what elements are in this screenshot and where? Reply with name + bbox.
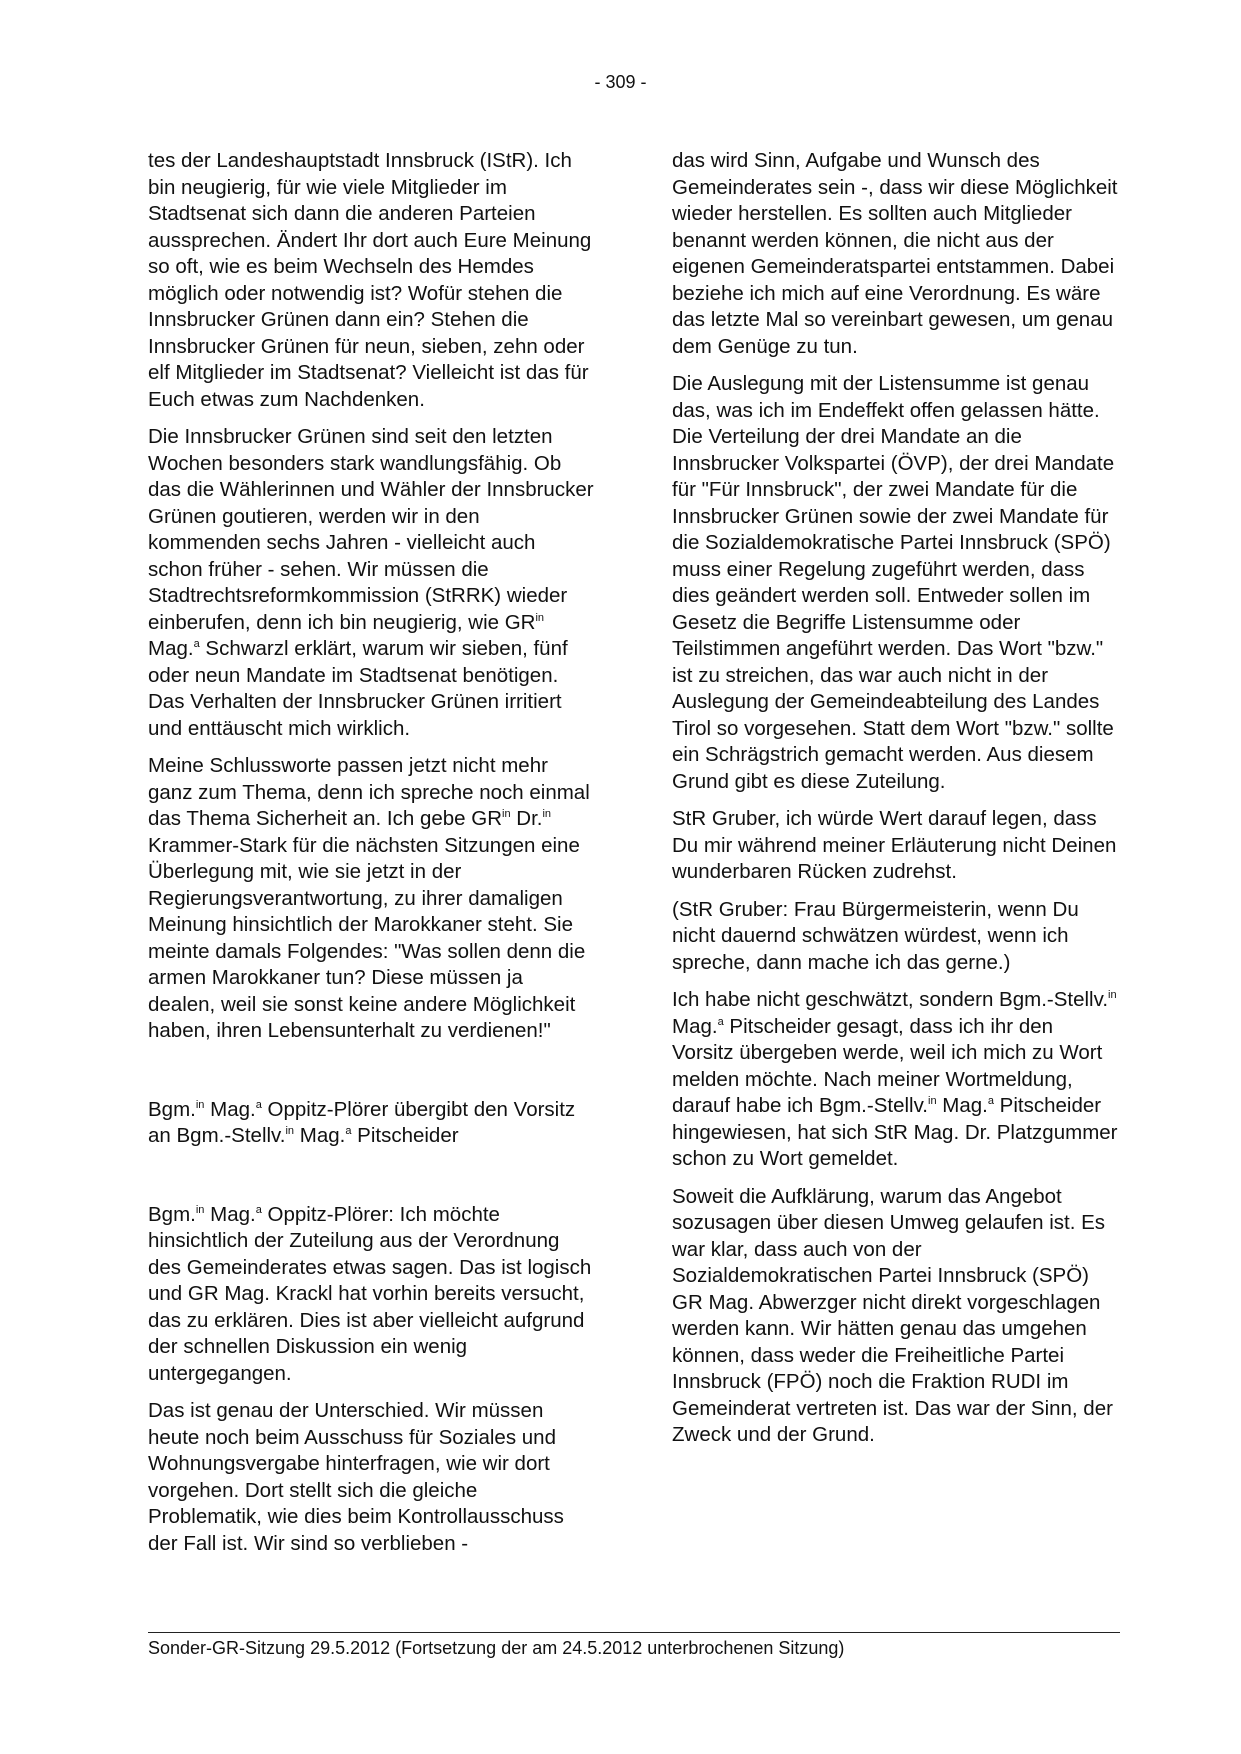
- left-column: [148, 148, 595, 1568]
- paragraph: Ich habe nicht geschwätzt, sondern Bgm.-Stellv.$^{in}$ Mag.$^a$ Pitscheider gesagt, dass ich ihr den Vorsitz übergeben werde, weil ich mich zu Wort melden möchte. Nach meiner Wortmeldung, darauf habe ich Bgm.-Stellv.$^{in}$ Mag.$^a$ Pitscheider hingewiesen, hat sich StR Mag. Dr. Platzgummer schon zu Wort gemeldet.: [672, 988, 1118, 1170]
- paragraph: Soweit die Aufklärung, warum das Angebot sozusagen über diesen Umweg gelaufen ist. Es war klar, dass auch von der Sozialdemokratischen Partei Innsbruck (SPÖ) GR Mag. Abwerzger nicht direkt vorgeschlagen werden kann. Wir hätten genau das umgehen können, dass weder die Freiheitliche Partei Innsbruck (FPÖ) noch die Fraktion RUDI im Gemeinderat vertreten ist. Das war der Sinn, der Zweck und der Grund.: [672, 1184, 1113, 1446]
- paragraph: StR Gruber, ich würde Wert darauf legen, dass Du mir während meiner Erläuterung nicht Deinen wunderbaren Rücken zudrehst.: [672, 807, 1117, 883]
- page-number: - 309 -: [594, 72, 647, 92]
- footer-text: Sonder-GR-Sitzung 29.5.2012 (Fortsetzung der am 24.5.2012 unterbrochenen Sitzung): [148, 1638, 845, 1658]
- paragraph: das wird Sinn, Aufgabe und Wunsch des Gemeinderates sein -, dass wir diese Möglichkeit wieder herstellen. Es sollten auch Mitglieder benannt werden können, die nicht aus der eigenen Gemeinderatspartei entstammen. Dabei beziehe ich mich auf eine Verordnung. Es wäre das letzte Mal so vereinbart gewesen, um genau dem Genüge zu tun.: [672, 149, 1118, 358]
- chair-handover-statement: Bgm.$^{in}$ Mag.$^a$ Oppitz-Plörer übergibt den Vorsitz an Bgm.-Stellv.$^{in}$ Mag.$^a$ Pitscheider: [148, 1097, 576, 1147]
- right-column: [672, 148, 1119, 1460]
- paragraph: Die Innsbrucker Grünen sind seit den letzten Wochen besonders stark wandlungsfähig. Ob das die Wählerinnen und Wähler der Innsbrucker Grünen goutieren, werden wir in den kommenden sechs Jahren - vielleicht auch schon früher - sehen. Wir müssen die Stadtrechtsreformkommission (StRRK) wieder einberufen, denn ich bin neugierig, wie $GR^{in}$ Mag.$^a$ Schwarzl erklärt, warum wir sieben, fünf oder neun Mandate im Stadtsenat benötigen. Das Verhalten der Innsbrucker Grünen irritiert und enttäuscht mich wirklich.: [148, 425, 594, 740]
- paragraph: Meine Schlussworte passen jetzt nicht mehr ganz zum Thema, denn ich spreche noch einmal das Thema Sicherheit an. Ich gebe $GR^{in}$ Dr.$^{in}$ Krammer-Stark für die nächsten Sitzungen eine Überlegung mit, wie sie jetzt in der Regierungsverantwortung, zu ihrer damaligen Meinung hinsichtlich der Marokkaner steht. Sie meinte damals Folgendes: "Was sollen denn die armen Marokkaner tun? Diese müssen ja dealen, weil sie sonst keine andere Möglichkeit haben, ihren Lebensunterhalt zu verdienen!": [148, 754, 590, 1042]
- interjection: (StR Gruber: Frau Bürgermeisterin, wenn Du nicht dauernd schwätzen würdest, wenn ich spreche, dann mache ich das gerne.): [672, 897, 1079, 974]
- paragraph: tes der Landeshauptstadt Innsbruck (IStR). Ich bin neugierig, für wie viele Mitglieder im Stadtsenat sich dann die anderen Parteien aussprechen. Ändert Ihr dort auch Eure Meinung so oft, wie es beim Wechseln des Hemdes möglich oder notwendig ist? Wofür stehen die Innsbrucker Grünen dann ein? Stehen die Innsbrucker Grünen für neun, sieben, zehn oder elf Mitglieder im Stadtsenat? Vielleicht ist das für Euch etwas zum Nachdenken.: [148, 149, 592, 411]
- footer-divider: [148, 1632, 1120, 1633]
- paragraph: Das ist genau der Unterschied. Wir müssen heute noch beim Ausschuss für Soziales und Wohnungsvergabe hinterfragen, wie wir dort vorgehen. Dort stellt sich die gleiche Problematik, wie dies beim Kontrollausschuss der Fall ist. Wir sind so verblieben -: [148, 1399, 564, 1555]
- paragraph: Die Auslegung mit der Listensumme ist genau das, was ich im Endeffekt offen gelassen hätte. Die Verteilung der drei Mandate an die Innsbrucker Volkspartei (ÖVP), der drei Mandate für "Für Innsbruck", der zwei Mandate für die Innsbrucker Grünen sowie der zwei Mandate für die Sozialdemokratische Partei Innsbruck (SPÖ) muss einer Regelung zugeführt werden, dass dies geändert werden soll. Entweder sollen im Gesetz die Begriffe Listensumme oder Teilstimmen angeführt werden. Das Wort "bzw." ist zu streichen, das war auch nicht in der Auslegung der Gemeindeabteilung des Landes Tirol so vorgesehen. Statt dem Wort "bzw." sollte ein Schrägstrich gemacht werden. Aus diesem Grund gibt es diese Zuteilung.: [672, 372, 1115, 793]
- speaker-paragraph: Bgm.$^{in}$ Mag.$^a$ Oppitz-Plörer: Ich möchte hinsichtlich der Zuteilung aus der Verordnung des Gemeinderates etwas sagen. Das ist logisch und GR Mag. Krackl hat vorhin bereits versucht, das zu erklären. Dies ist aber vielleicht aufgrund der schnellen Diskussion ein wenig untergegangen.: [148, 1202, 592, 1385]
